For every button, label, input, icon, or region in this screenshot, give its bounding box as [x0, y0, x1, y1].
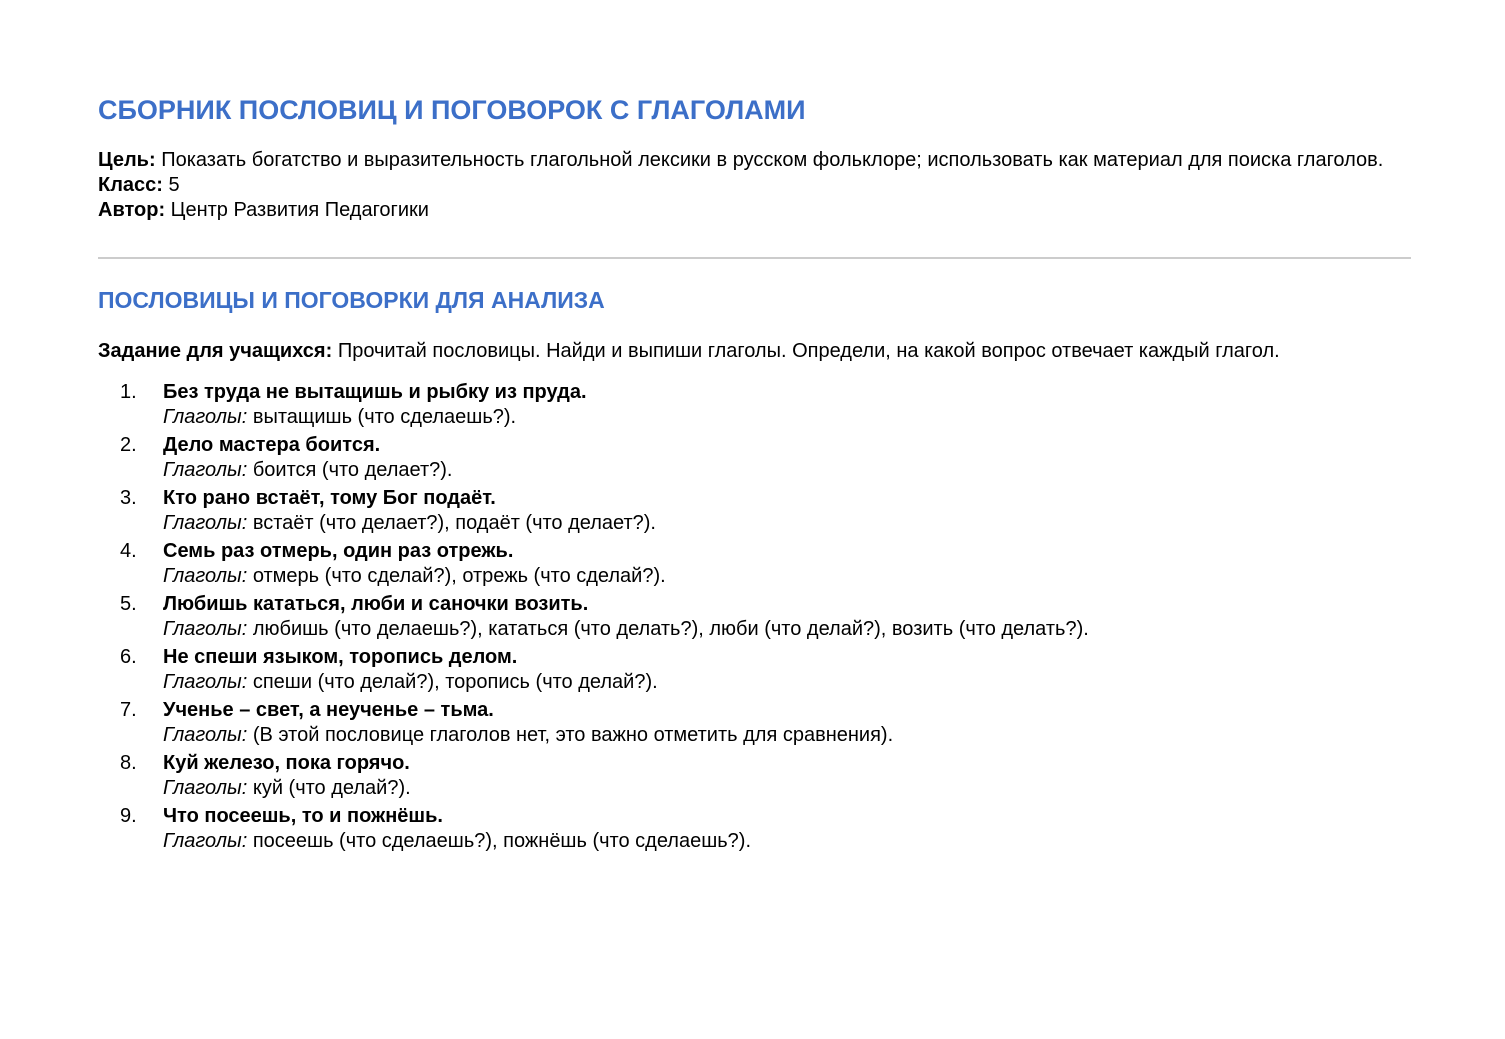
proverb-number: 6.	[120, 646, 137, 668]
verbs-line	[163, 511, 1411, 536]
grade-line	[98, 173, 1411, 198]
task-text: Прочитай пословицы. Найди и выпиши глаголы. Определи, на какой вопрос отвечает каждый глагол.	[332, 340, 1280, 362]
proverb-number: 9.	[120, 805, 137, 827]
verbs-label: Глаголы:	[163, 512, 248, 534]
verbs-label: Глаголы:	[163, 777, 248, 799]
goal-line	[98, 148, 1411, 173]
verbs-label: Глаголы:	[163, 618, 248, 640]
proverb-number: 1.	[120, 381, 137, 403]
list-item	[98, 645, 1411, 695]
verbs-text: спеши (что делай?), торопись (что делай?).	[247, 671, 658, 693]
verbs-line	[163, 723, 1411, 748]
list-item	[98, 698, 1411, 748]
verbs-line	[163, 776, 1411, 801]
proverb-list	[98, 380, 1411, 854]
proverb-text: Без труда не вытащишь и рыбку из пруда.	[163, 381, 587, 403]
document-meta	[98, 148, 1411, 223]
list-item	[98, 433, 1411, 483]
grade-label: Класс:	[98, 174, 163, 196]
verbs-text: куй (что делай?).	[247, 777, 411, 799]
goal-text: Показать богатство и выразительность глагольной лексики в русском фольклоре; использовать как материал для поиска глаголов.	[155, 149, 1384, 171]
verbs-line	[163, 405, 1411, 430]
grade-value: 5	[162, 174, 180, 196]
verbs-text: отмерь (что сделай?), отрежь (что сделай?).	[247, 565, 666, 587]
verbs-label: Глаголы:	[163, 671, 248, 693]
task-label: Задание для учащихся:	[98, 340, 333, 362]
verbs-line	[163, 670, 1411, 695]
verbs-line	[163, 829, 1411, 854]
proverb-number: 4.	[120, 540, 137, 562]
verbs-text: посеешь (что сделаешь?), пожнёшь (что сделаешь?).	[247, 830, 752, 852]
proverb-number: 7.	[120, 699, 137, 721]
author-label: Автор:	[98, 199, 166, 221]
proverb-number: 3.	[120, 487, 137, 509]
author-value: Центр Развития Педагогики	[165, 199, 429, 221]
list-item	[98, 486, 1411, 536]
proverb-number: 2.	[120, 434, 137, 456]
verbs-text: встаёт (что делает?), подаёт (что делает?).	[247, 512, 656, 534]
verbs-text: любишь (что делаешь?), кататься (что делать?), люби (что делай?), возить (что делать?).	[247, 618, 1089, 640]
task-instruction	[98, 339, 1411, 364]
section-divider	[98, 257, 1411, 259]
list-item	[98, 380, 1411, 430]
verbs-line	[163, 617, 1411, 642]
list-item	[98, 804, 1411, 854]
verbs-label: Глаголы:	[163, 565, 248, 587]
goal-label: Цель:	[98, 149, 156, 171]
proverb-text: Ученье – свет, а неученье – тьма.	[163, 699, 494, 721]
document-title: СБОРНИК ПОСЛОВИЦ И ПОГОВОРОК С ГЛАГОЛАМИ	[98, 95, 806, 125]
verbs-text: боится (что делает?).	[247, 459, 453, 481]
verbs-label: Глаголы:	[163, 724, 248, 746]
list-item	[98, 539, 1411, 589]
proverb-text: Семь раз отмерь, один раз отрежь.	[163, 540, 514, 562]
proverb-text: Любишь кататься, люби и саночки возить.	[163, 593, 589, 615]
verbs-label: Глаголы:	[163, 830, 248, 852]
verbs-text: (В этой пословице глаголов нет, это важно отметить для сравнения).	[247, 724, 894, 746]
proverb-text: Не спеши языком, торопись делом.	[163, 646, 518, 668]
proverb-number: 5.	[120, 593, 137, 615]
author-line	[98, 198, 1411, 223]
list-item	[98, 751, 1411, 801]
verbs-label: Глаголы:	[163, 459, 248, 481]
proverb-number: 8.	[120, 752, 137, 774]
verbs-line	[163, 458, 1411, 483]
proverb-text: Что посеешь, то и пожнёшь.	[163, 805, 443, 827]
verbs-line	[163, 564, 1411, 589]
proverb-text: Дело мастера боится.	[163, 434, 381, 456]
proverb-text: Куй железо, пока горячо.	[163, 752, 410, 774]
verbs-label: Глаголы:	[163, 406, 248, 428]
verbs-text: вытащишь (что сделаешь?).	[247, 406, 517, 428]
proverb-text: Кто рано встаёт, тому Бог подаёт.	[163, 487, 496, 509]
list-item	[98, 592, 1411, 642]
section-title: ПОСЛОВИЦЫ И ПОГОВОРКИ ДЛЯ АНАЛИЗА	[98, 287, 605, 313]
